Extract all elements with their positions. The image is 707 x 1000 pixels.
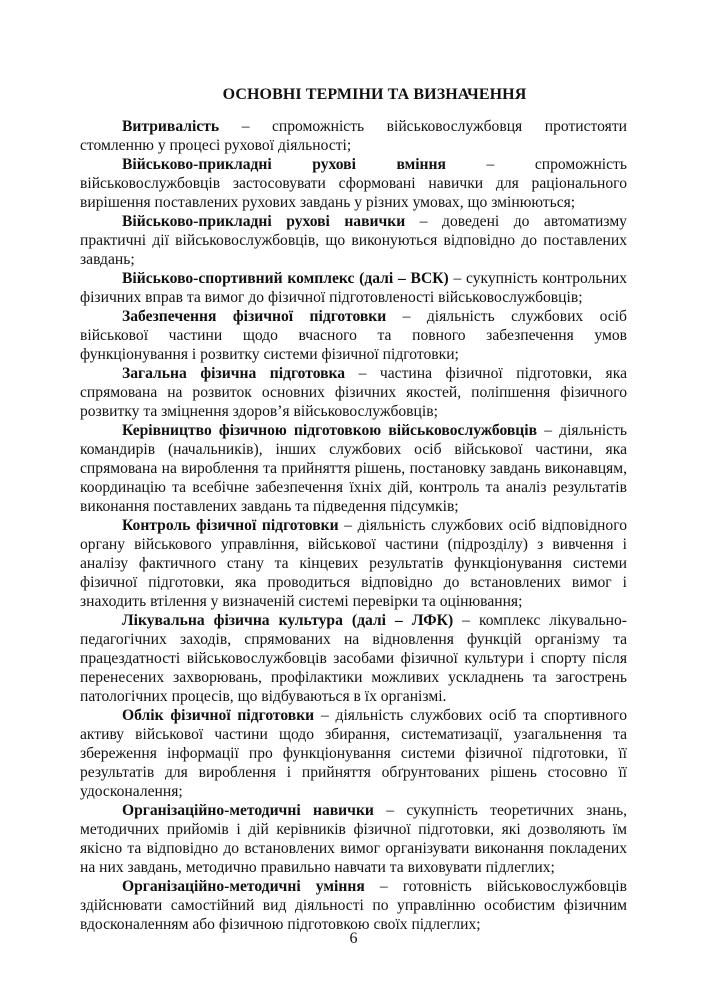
definition-text: – доведені до автоматизму: [419, 213, 627, 230]
definition-text: вирішення поставлених рухових завдань у різних умовах, що змінюються;: [80, 194, 576, 211]
definition-text: – готовність військовослужбовців: [379, 878, 627, 895]
text-line: [80, 478, 627, 497]
text-line: [80, 839, 627, 858]
definition-text: вдосконаленням або фізичною підготовкою своїх підлеглих;: [80, 916, 481, 933]
text-line: [80, 516, 627, 535]
term-definition: [80, 516, 627, 611]
text-line: [80, 858, 627, 877]
text-line: [80, 364, 627, 383]
text-line: [80, 193, 627, 212]
text-line: [80, 421, 627, 440]
text-line: [80, 383, 627, 402]
definition-text: спрямована на розвиток основних фізичних якостей, поліпшення фізичного: [80, 384, 627, 401]
definition-text: знаходить втілення у визначеній системі перевірки та оцінювання;: [80, 593, 523, 610]
text-line: [80, 269, 627, 288]
definition-text: командирів (начальників), інших службових осіб військової частини, яка: [80, 441, 627, 458]
term-definition: [80, 421, 627, 516]
definition-text: органу військового управління, військової частини (підрозділу) з вивчення і: [80, 536, 627, 553]
text-line: [80, 687, 627, 706]
text-line: [80, 117, 627, 136]
text-line: [80, 801, 627, 820]
text-line: [80, 649, 627, 668]
text-line: [80, 459, 627, 478]
definition-text: якісно та відповідно до встановлених вимог організувати виконання покладених: [80, 840, 627, 857]
term-name: Лікувальна фізична культура (далі – ЛФК): [122, 612, 454, 629]
term-name: Військово-спортивний комплекс (далі – ВСК): [122, 270, 449, 287]
term-name: Облік фізичної підготовки: [122, 707, 315, 724]
term-definition: [80, 155, 627, 212]
term-definition: [80, 307, 627, 364]
definition-text: збереження інформації про функціонування системи фізичної підготовки, її: [80, 745, 627, 762]
text-line: [80, 288, 627, 307]
term-definition: [80, 117, 627, 155]
definition-text: на них завдань, методично правильно навчати та виховувати підлеглих;: [80, 859, 555, 876]
text-line: [80, 155, 627, 174]
definition-text: результатів для вироблення і прийняття обґрунтованих рішень стосовно її: [80, 764, 627, 781]
text-line: [80, 440, 627, 459]
text-line: [80, 345, 627, 364]
term-definition: [80, 877, 627, 934]
text-line: [80, 820, 627, 839]
text-line: [80, 326, 627, 345]
term-name: Забезпечення фізичної підготовки: [122, 308, 387, 325]
term-definition: [80, 364, 627, 421]
text-line: [80, 592, 627, 611]
definition-text: аналізу фактичного стану та кінцевих результатів функціонування системи: [80, 555, 627, 572]
text-line: [80, 307, 627, 326]
term-definition: [80, 212, 627, 269]
definition-text: – діяльність службових осіб та спортивного: [320, 707, 627, 724]
definition-text: виконання поставлених завдань та підведення підсумків;: [80, 498, 459, 515]
term-definition: [80, 706, 627, 801]
definition-text: педагогічних заходів, спрямованих на відновлення функцій організму та: [80, 631, 627, 648]
text-line: [80, 231, 627, 250]
definition-text: функціонування і розвитку системи фізичної підготовки;: [80, 346, 459, 363]
definition-text: практичні дії військовослужбовців, що виконуються відповідно до поставлених: [80, 232, 627, 249]
definition-text: – частина фізичної підготовки, яка: [358, 365, 627, 382]
definition-text: – сукупність теоретичних знань,: [386, 802, 627, 819]
text-line: [80, 725, 627, 744]
text-line: [80, 896, 627, 915]
term-name: Керівництво фізичною підготовкою військовослужбовців: [122, 422, 538, 439]
term-name: Військово-прикладні рухові вміння: [122, 156, 446, 173]
definition-text: стомленню у процесі рухової діяльності;: [80, 137, 352, 154]
definition-text: – комплекс лікувально-: [462, 612, 627, 629]
page-title: ОСНОВНІ ТЕРМІНИ ТА ВИЗНАЧЕННЯ: [222, 86, 527, 103]
text-line: [80, 212, 627, 231]
term-name: Витривалість: [122, 118, 220, 135]
definition-text: – діяльність службових осіб відповідного: [344, 517, 627, 534]
definition-text: військової частини щодо вчасного та повного забезпечення умов: [80, 327, 627, 344]
text-line: [80, 250, 627, 269]
term-name: Загальна фізична підготовка: [122, 365, 346, 382]
text-line: [80, 630, 627, 649]
page-number: 6: [349, 930, 358, 947]
definition-text: активу військової частини щодо збирання, систематизації, узагальнення та: [80, 726, 627, 743]
term-definition: [80, 801, 627, 877]
text-line: [80, 402, 627, 421]
term-name: Військово-прикладні рухові навички: [122, 213, 406, 230]
text-line: [80, 744, 627, 763]
text-line: [80, 573, 627, 592]
definition-text: – спроможність: [486, 156, 627, 173]
definition-text: удосконалення;: [80, 783, 183, 800]
definition-text: розвитку та зміцнення здоров’я військовослужбовців;: [80, 403, 438, 420]
text-line: [80, 136, 627, 155]
definition-text: здійснювати самостійний вид діяльності по управлінню особистим фізичним: [80, 897, 627, 914]
definition-text: – діяльність: [544, 422, 627, 439]
definition-text: методичних прийомів і дій керівників фізичної підготовки, які дозволяють їм: [80, 821, 627, 838]
document-body: [80, 117, 627, 934]
term-definition: [80, 611, 627, 706]
text-line: [80, 497, 627, 516]
text-line: [80, 554, 627, 573]
text-line: [80, 174, 627, 193]
definition-text: патологічних процесів, що відбуваються в їх організмі.: [80, 688, 447, 705]
text-line: [80, 668, 627, 687]
definition-text: працездатності військовослужбовців засобами фізичної культури і спорту після: [80, 650, 627, 667]
text-line: [80, 763, 627, 782]
term-definition: [80, 269, 627, 307]
text-line: [80, 611, 627, 630]
definition-text: – діяльність службових осіб: [402, 308, 627, 325]
text-line: [80, 706, 627, 725]
definition-text: перенесених захворювань, профілактики можливих ускладнень та загострень: [80, 669, 627, 686]
term-name: Організаційно-методичні навички: [122, 802, 374, 819]
definition-text: координацію та всебічне забезпечення їхніх дій, контроль та аналіз результатів: [80, 479, 627, 496]
text-line: [80, 782, 627, 801]
definition-text: спрямована на вироблення та прийняття рішень, постановку завдань виконавцям,: [80, 460, 627, 477]
definition-text: військовослужбовців застосовувати сформовані навички для раціонального: [80, 175, 627, 192]
text-line: [80, 535, 627, 554]
text-line: [80, 877, 627, 896]
term-name: Контроль фізичної підготовки: [122, 517, 339, 534]
definition-text: фізичних вправ та вимог до фізичної підготовленості військовослужбовців;: [80, 289, 583, 306]
term-name: Організаційно-методичні уміння: [122, 878, 365, 895]
definition-text: завдань;: [80, 251, 135, 268]
definition-text: – сукупність контрольних: [453, 270, 628, 287]
definition-text: фізичної підготовки, яка проводиться відповідно до встановлених вимог і: [80, 574, 627, 591]
definition-text: – спроможність військовослужбовця протистояти: [241, 118, 627, 135]
